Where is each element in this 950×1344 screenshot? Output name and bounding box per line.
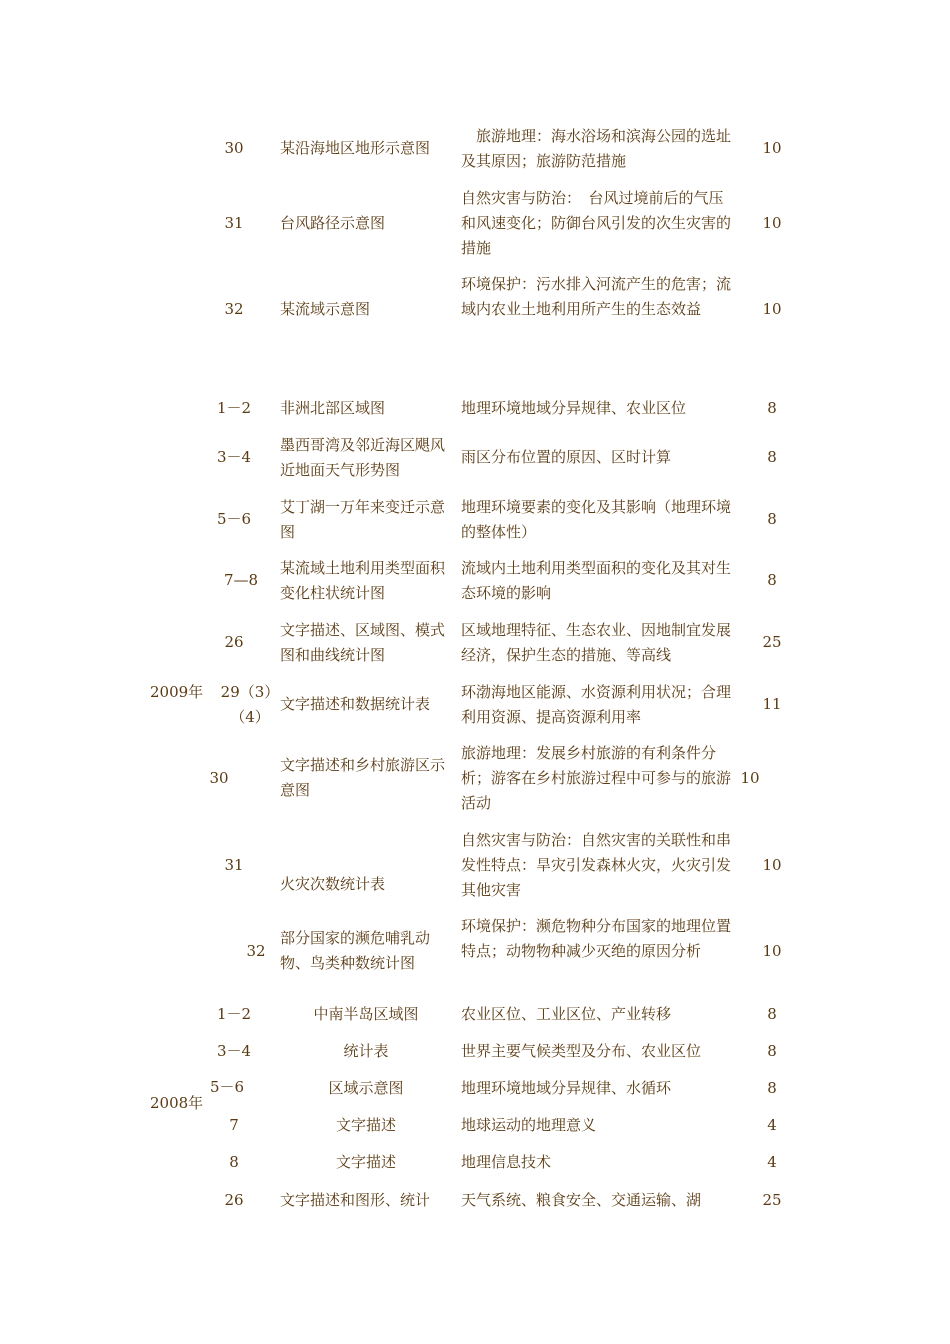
topic: 地理环境地域分异规律、农业区位 [461, 399, 687, 417]
score: 10 [762, 139, 782, 157]
topic: 自然灾害与防治： 台风过境前后的气压和风速变化；防御台风引发的次生灾害的措施 [461, 189, 732, 257]
question-number: 3－4 [216, 1042, 252, 1060]
year-label: 2008年 [150, 1094, 204, 1112]
question-number: 29（3）（4） [220, 683, 280, 726]
topic: 环境保护：濒危物种分布国家的地理位置特点；动物物种减少灭绝的原因分析 [461, 917, 732, 960]
question-number: 30 [209, 769, 229, 787]
question-number: 8 [229, 1153, 239, 1171]
score: 10 [762, 214, 782, 232]
score: 8 [767, 1079, 777, 1097]
chart-type: 文字描述、区域图、模式图和曲线统计图 [280, 621, 446, 664]
question-number: 5－6 [210, 1078, 245, 1096]
chart-type: 统计表 [343, 1042, 389, 1060]
question-number: 31 [224, 856, 244, 874]
chart-type: 某流域土地利用类型面积变化柱状统计图 [280, 559, 446, 602]
topic: 旅游地理：海水浴场和滨海公园的选址及其原因；旅游防范措施 [461, 127, 732, 170]
chart-type: 火灾次数统计表 [280, 875, 386, 893]
score: 10 [762, 942, 782, 960]
topic: 地理环境地域分异规律、水循环 [461, 1079, 672, 1097]
chart-type: 文字描述和乡村旅游区示意图 [280, 756, 446, 799]
topic: 地理环境要素的变化及其影响（地理环境的整体性） [461, 498, 732, 541]
topic: 区域地理特征、生态农业、因地制宜发展经济，保护生态的措施、等高线 [461, 621, 732, 664]
score: 8 [767, 399, 777, 417]
score: 8 [767, 1042, 777, 1060]
score: 10 [762, 300, 782, 318]
topic: 地球运动的地理意义 [461, 1116, 597, 1134]
chart-type: 文字描述 [335, 1116, 396, 1134]
chart-type: 中南半岛区域图 [313, 1005, 419, 1023]
question-number: 32 [246, 942, 266, 960]
chart-type: 墨西哥湾及邻近海区飓风近地面天气形势图 [280, 436, 446, 479]
topic: 地理信息技术 [461, 1153, 552, 1171]
score: 4 [767, 1153, 777, 1171]
question-number: 1－2 [216, 1005, 252, 1023]
score: 8 [767, 1005, 777, 1023]
question-number: 32 [224, 300, 244, 318]
score: 4 [767, 1116, 777, 1134]
score: 8 [767, 510, 777, 528]
chart-type: 某流域示意图 [280, 300, 371, 318]
year-label: 2009年 [150, 683, 204, 701]
topic: 农业区位、工业区位、产业转移 [461, 1005, 672, 1023]
chart-type: 区域示意图 [328, 1079, 404, 1097]
topic: 环渤海地区能源、水资源利用状况；合理利用资源、提高资源利用率 [461, 683, 732, 726]
question-number: 26 [224, 1191, 244, 1209]
score: 25 [762, 633, 782, 651]
topic: 流域内土地利用类型面积的变化及其对生态环境的影响 [461, 559, 732, 602]
score: 8 [767, 448, 777, 466]
chart-type: 文字描述和图形、统计 [280, 1191, 431, 1209]
topic: 世界主要气候类型及分布、农业区位 [461, 1042, 702, 1060]
question-number: 26 [224, 633, 244, 651]
topic: 天气系统、粮食安全、交通运输、湖 [461, 1191, 702, 1209]
score: 10 [762, 856, 782, 874]
question-number: 3－4 [216, 448, 252, 466]
question-number: 31 [224, 214, 244, 232]
score: 11 [762, 695, 782, 713]
chart-type: 文字描述和数据统计表 [280, 695, 431, 713]
chart-type: 部分国家的濒危哺乳动物、鸟类种数统计图 [280, 929, 431, 972]
topic: 旅游地理：发展乡村旅游的有利条件分析；游客在乡村旅游过程中可参与的旅游活动 [461, 744, 732, 812]
topic: 环境保护：污水排入河流产生的危害；流域内农业土地利用所产生的生态效益 [461, 275, 732, 318]
topic: 雨区分布位置的原因、区时计算 [461, 448, 672, 466]
chart-type: 艾丁湖一万年来变迁示意图 [280, 498, 446, 541]
question-number: 1－2 [216, 399, 252, 417]
chart-type: 台风路径示意图 [280, 214, 386, 232]
score: 25 [762, 1191, 782, 1209]
question-number: 7—8 [223, 571, 259, 589]
chart-type: 文字描述 [335, 1153, 396, 1171]
topic: 自然灾害与防治：自然灾害的关联性和串发性特点：旱灾引发森林火灾，火灾引发其他灾害 [461, 831, 732, 899]
question-number: 7 [229, 1116, 239, 1134]
score: 8 [767, 571, 777, 589]
question-number: 5－6 [216, 510, 252, 528]
question-number: 30 [224, 139, 244, 157]
chart-type: 非洲北部区域图 [280, 399, 386, 417]
chart-type: 某沿海地区地形示意图 [280, 139, 431, 157]
score: 10 [740, 769, 760, 787]
